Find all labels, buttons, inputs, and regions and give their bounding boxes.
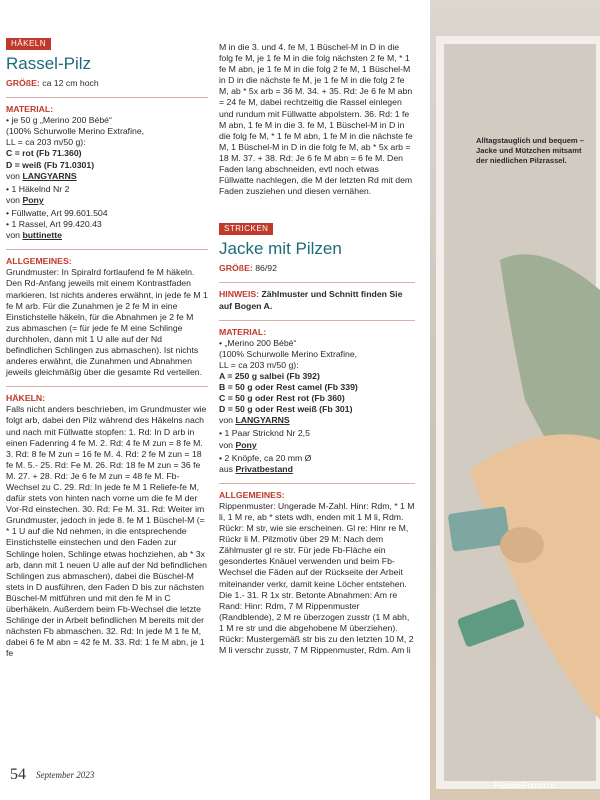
size-value: 86/92 bbox=[255, 263, 277, 274]
brand-langyarns: LANGYARNS bbox=[235, 415, 290, 426]
jacket-section bbox=[219, 223, 415, 656]
divider bbox=[6, 97, 208, 98]
left-column bbox=[6, 0, 208, 660]
hint-line bbox=[219, 289, 415, 311]
material-line: (100% Schurwolle Merino Extrafine, bbox=[219, 348, 358, 359]
tool-item: • 1 Häkelnd Nr 2 bbox=[6, 183, 70, 194]
material-line: C = rot (Fb 71.360) bbox=[6, 148, 82, 159]
size-label: GRÖßE: bbox=[219, 263, 253, 274]
aus-text: aus bbox=[219, 463, 234, 474]
material-label: MATERIAL: bbox=[219, 326, 267, 337]
material-line: • je 50 g „Merino 200 Bébé“ bbox=[6, 115, 112, 126]
brand-langyarns: LANGYARNS bbox=[22, 170, 77, 181]
material-line: • „Merino 200 Bébé“ bbox=[219, 337, 297, 348]
brand-pony: Pony bbox=[22, 194, 44, 205]
supplier-line bbox=[6, 230, 208, 241]
notion-item: • 1 Rassel, Art 99.420.43 bbox=[6, 219, 102, 230]
supplier-line bbox=[6, 195, 208, 206]
material-line: LL = ca 203 m/50 g): bbox=[6, 137, 86, 148]
size-line bbox=[219, 263, 415, 274]
material-line: (100% Schurwolle Merino Extrafine, bbox=[6, 126, 145, 137]
supplier-line bbox=[219, 464, 415, 475]
middle-column bbox=[219, 0, 415, 656]
size-label: GRÖßE: bbox=[6, 78, 40, 88]
tool-item: • 1 Paar Stricknd Nr 2,5 bbox=[219, 428, 310, 439]
von-text: von bbox=[6, 194, 21, 205]
material-line: C = 50 g oder Rest rot (Fb 360) bbox=[219, 393, 345, 404]
section-tag-stricken: STRICKEN bbox=[219, 223, 273, 235]
brand-pony: Pony bbox=[235, 439, 257, 450]
product-photo bbox=[430, 0, 600, 800]
general-text: Rippenmuster: Ungerade M-Zahl. Hinr: Rdm, * 1 M li, 1 M re, ab * stets wdh, enden mit 1 M li, Rdm. Rückr: M str, wie sie erscheinen. Gl re: Hinr re M, Rückr li M. Pilzmotiv über 29 M: Nach dem Zählmuster gl re str. Für jede Fb-Fläche ein gesondertes Knäuel verwenden und beim Fb-Wechsel die Fäden auf der Rückseite der Arbeit miteinander verkr, damit keine Löcher entstehen. Die 1.- 31. R 1x str. Betonte Abnahmen: Am re Rand: Hinr: Rdm, 7 M Rippenmuster (Randblende), 2 M re überzogen zusstr (1 M abh, 1 M re str und die abgehobene M überziehen). Rückr: Mustergemäß str bis zu den letzten 10 M, 2 M li verschr zusstr, 7 M Rippenmuster, Rdm. Am li bbox=[219, 500, 415, 656]
watermark: PassionForum.ru bbox=[494, 781, 555, 790]
material-line: B = 50 g oder Rest camel (Fb 339) bbox=[219, 382, 358, 393]
issue-date: September 2023 bbox=[36, 770, 95, 780]
crochet-text: Falls nicht anders beschrieben, im Grundmuster wie folgt arb, dabei den Pilz während des Häkelns nach und nach mit Füllwatte stopfen: 1. Rd: In D arb in einen Fadenring 4 fe M. 2. Rd: 4 fe M zun = 8 fe M. 3. Rd: 8 fe M zun = 16 fe M. 4. Rd: 2 fe M zun = 18 fe M. 5.- 25. Rd: Fe M. 26. Rd: 18 fe M zun = 36 fe M. 27. + 28. Rd: Je 6 fe M zun = 48 fe M. Fb-Wechsel zu C. 29. Rd: In jede fe M 1 Reliefe-fe M, dafür stets von hinten nach vorne um die fe M der Vor-Rd einstechen. 30. Rd: Fe M. 31. Rd: Weiter im Grundmuster, jedoch in jede 8. fe M 1 Büschel-M (= * 1 U auf die Nd nehmen, in die entsprechende Einstichstelle einstechen und den Faden zur Schlinge holen, Schlinge etwas hochziehen, ab * 3x arb, dann mit 1 neuen U alle auf der Nd befindlichen Schlingen zus abmaschen), dabei die Büschel-M stets in D ausführen, den Faden D bis zur nächsten Büschel-M mitführen und mit den fe M in C überhäkeln. Außerdem beim Fb-Wechsel die letzte Schlinge der in Arbeit befindlichen M bereits mit der nächsten Fb abmaschen. 32. Rd: In jede M 1 fe M, dabei 6 fe M abn = 42 fe M. 33. Rd: 1 fe M abn, je 1 fe bbox=[6, 404, 207, 659]
material-label: MATERIAL: bbox=[6, 104, 54, 115]
size-value: ca 12 cm hoch bbox=[42, 78, 99, 88]
material-line: D = weiß (Fb 71.0301) bbox=[6, 159, 95, 170]
hint-label: HINWEIS: bbox=[219, 289, 260, 300]
photo-caption: Alltagstauglich und bequem – Jacke und Mützchen mitsamt der niedlichen Pilzrassel. bbox=[476, 136, 585, 165]
von-text: von bbox=[219, 415, 234, 426]
divider bbox=[219, 320, 415, 321]
size-line bbox=[6, 78, 208, 89]
notion-item: • 2 Knöpfe, ca 20 mm Ø bbox=[219, 452, 312, 463]
material-line: LL = ca 203 m/50 g): bbox=[219, 359, 299, 370]
pattern-title-rassel-pilz: Rassel-Pilz bbox=[6, 54, 92, 73]
general-label: ALLGEMEINES: bbox=[219, 489, 285, 500]
page-number: 54 bbox=[10, 766, 26, 783]
divider bbox=[219, 483, 415, 484]
material-line: D = 50 g oder Rest weiß (Fb 301) bbox=[219, 404, 353, 415]
von-text: von bbox=[219, 439, 234, 450]
brand-privatbestand: Privatbestand bbox=[235, 463, 293, 474]
pattern-title-jacke: Jacke mit Pilzen bbox=[219, 239, 342, 259]
crochet-text-continued: M in die 3. und 4. fe M, 1 Büschel-M in D in die folg fe M, je 1 fe M in die folg nächsten 2 fe M, * 1 fe M abn, je 1 fe M in die folg 2 fe M, 1 Büschel-M in D in die nächste fe M, je 1 fe M in die folg 2 fe M, ab * 5x arb = 36 M. 34. + 35. Rd: Je 6 fe M abn = 24 fe M, dabei rechtzeitig die Rassel einlegen und rundum mit Füllwatte abpolstern. 36. Rd: 1 fe M abn, 1 fe M in die 3. fe M, 1 Büschel-M in D in die folg fe M, * 1 fe M abn, 1 fe M in die nächste fe M, 1 Büschel-M in D in die folg fe M, ab * 5x arb = 18 M. 37. + 38. Rd: Je 6 fe M abn = 6 fe M. Den Faden lang abschneiden, evtl noch etwas Füllwatte nachlegen, die M der letzten Rd mit dem Faden zusziehen und diesen vernähen. bbox=[219, 42, 413, 197]
general-label: ALLGEMEINES: bbox=[6, 256, 72, 267]
hint-text: Zählmuster und Schnitt finden Sie auf Bogen A. bbox=[219, 289, 403, 311]
supplier-line bbox=[219, 440, 415, 451]
material-line: A = 250 g salbei (Fb 392) bbox=[219, 370, 320, 381]
crochet-label: HÄKELN: bbox=[6, 393, 46, 404]
von-text: von bbox=[6, 170, 21, 181]
von-text: von bbox=[6, 230, 21, 241]
brand-buttinette: buttinette bbox=[22, 230, 63, 241]
photo-illustration bbox=[430, 0, 600, 800]
toy-block-wood bbox=[500, 527, 544, 563]
notion-item: • Füllwatte, Art 99.601.504 bbox=[6, 207, 108, 218]
divider bbox=[219, 282, 415, 283]
general-text: Grundmuster: In Spiralrd fortlaufend fe M häkeln. Den Rd-Anfang jeweils mit einem Kontrastfaden markieren. Ist nichts anderes erwähnt, in jede fe M 1 fe M arb. Für die Zunahmen je 2 fe M in eine Einstichstelle häkeln, für die Abnahmen je 2 fe M zus abmaschen (= für jede fe M eine Schlinge durchholen, dann mit 1 U alle auf der Nd befindlichen Schlingen zus abmaschen). Ist nichts anderes erwähnt, die Zunahmen und Abnahmen jeweils gleichmäßig über die gesamte Rd verteilen. bbox=[6, 267, 208, 378]
supplier-line bbox=[219, 415, 415, 426]
divider bbox=[6, 249, 208, 250]
divider bbox=[6, 386, 208, 387]
section-tag-haekeln: HÄKELN bbox=[6, 38, 51, 50]
supplier-line bbox=[6, 171, 208, 182]
